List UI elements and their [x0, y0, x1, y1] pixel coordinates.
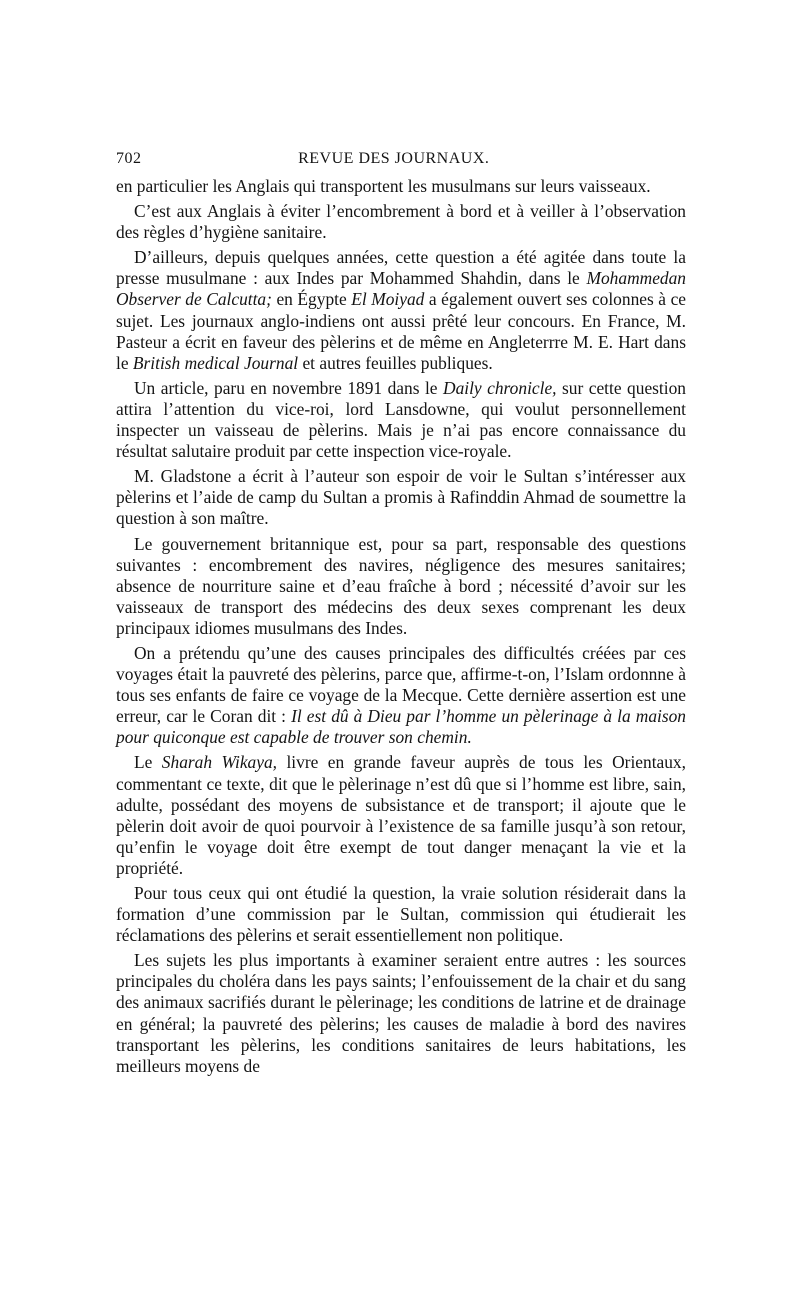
paragraph — [116, 466, 686, 529]
paragraph — [116, 201, 686, 243]
italic-text-span: Sharah Wikaya, — [161, 752, 278, 773]
italic-text-span: British medical Journal — [132, 352, 299, 373]
text-span: D’ailleurs, depuis quelques années, cette question a été agitée dans toute la presse musulmane : aux Indes par Mohammed Shahdin, dans le — [116, 247, 686, 289]
italic-text-span: Mohammedan Observer de Calcutta; — [116, 268, 686, 310]
text-span: en Égypte — [271, 289, 352, 310]
text-span: livre en grande faveur auprès de tous les Orientaux, commentant ce texte, dit que le pèlerinage n’est dû que si l’homme est libre, sain, adulte, possédant des moyens de subsistance et de transport; il ajoute que le pèlerin doit avoir de quoi pourvoir à l’existence de sa famille jusqu’à son retour, qu’enfin le voyage doit être exempt de tout danger menaçant la vie et la propriété. — [116, 752, 686, 878]
text-span: Un article, paru en novembre 1891 dans le — [134, 377, 444, 398]
text-span: Pour tous ceux qui ont étudié la question, la vraie solution résiderait dans la formation d’une commission par le Sultan, commission qui étudierait les réclamations des pèlerins et serait essentiellement non politique. — [116, 883, 686, 946]
text-span: et autres feuilles publiques. — [298, 352, 493, 373]
italic-text-span: Il est dû à Dieu par l’homme un pèlerinage à la maison pour quiconque est capable de trouver son chemin. — [116, 706, 687, 748]
text-span: Les sujets les plus importants à examiner seraient entre autres : les sources principales du choléra dans les pays saints; l’enfouissement de la chair et du sang des animaux sacrifiés durant le pèlerinage; les conditions de latrine et de drainage en général; la pauvreté des pèlerins; les causes de maladie à bord des navires transportant les pèlerins, les conditions sanitaires de leurs habitations, les meilleurs moyens de — [116, 950, 686, 1076]
body-text — [116, 176, 686, 1077]
running-head — [116, 148, 686, 172]
text-span: a également ouvert ses colonnes à ce sujet. Les journaux anglo-indiens ont aussi prêté leur concours. En France, M. Pasteur a écrit en faveur des pèlerins et de même en Angleterrre M. E. Hart dans le — [116, 289, 687, 373]
italic-text-span: Daily chronicle, — [443, 377, 557, 398]
paragraph — [116, 176, 686, 197]
paragraph — [116, 534, 686, 639]
text-span: M. Gladstone a écrit à l’auteur son espoir de voir le Sultan s’intéresser aux pèlerins et l’aide de camp du Sultan a promis à Rafinddin Ahmad de soumettre la question à son maître. — [116, 466, 686, 529]
running-title: REVUE DES JOURNAUX. — [298, 150, 490, 167]
paragraph — [116, 950, 686, 1077]
page-number: 702 — [116, 150, 142, 167]
paragraph — [116, 752, 686, 879]
italic-text-span: El Moiyad — [351, 289, 425, 310]
paragraph — [116, 378, 686, 462]
text-span: C’est aux Anglais à éviter l’encombrement à bord et à veiller à l’observation des règles d’hygiène sanitaire. — [116, 201, 686, 243]
text-span: Le — [134, 752, 162, 773]
text-span: On a prétendu qu’une des causes principales des difficultés créées par ces voyages était la pauvreté des pèlerins, parce que, affirme-t-on, l’Islam ordonnne à tous ses enfants de faire ce voyage de la Mecque. Cette dernière assertion est une erreur, car le Coran dit : — [116, 642, 686, 727]
text-span: sur cette question attira l’attention du vice-roi, lord Lansdowne, qui voulut personnellement inspecter un vaisseau de pèlerins. Mais je n’ai pas encore connaissance du résultat salutaire produit par cette inspection vice-royale. — [116, 377, 686, 462]
paragraph — [116, 247, 686, 374]
paragraph — [116, 883, 686, 946]
paragraph — [116, 643, 686, 748]
book-page — [116, 148, 686, 1081]
text-span: en particulier les Anglais qui transportent les musulmans sur leurs vaisseaux. — [116, 176, 651, 196]
text-span: Le gouvernement britannique est, pour sa part, responsable des questions suivantes : encombrement des navires, négligence des mesures sanitaires; absence de nourriture saine et d’eau fraîche à bord ; nécessité d’avoir sur les vaisseaux de transport des médecins des deux sexes comprenant les deux principaux idiomes musulmans des Indes. — [116, 533, 686, 638]
